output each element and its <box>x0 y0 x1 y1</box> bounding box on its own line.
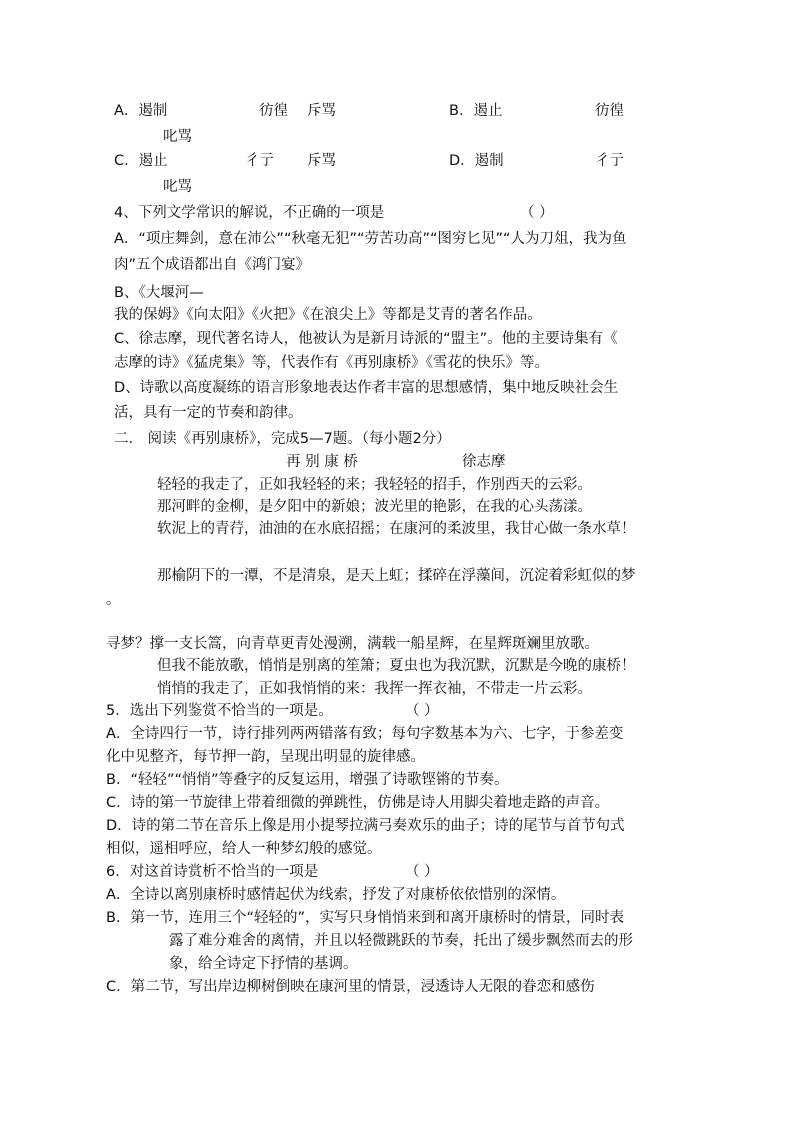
q3-option-a-word3: 斥骂 <box>307 103 336 119</box>
poem-stanza-line: 寻梦？撑一支长篙，向青草更青处漫溯，满载一船星辉，在星辉斑斓里放歌。 <box>106 636 599 652</box>
q3-option-c-word2: 彳亍 <box>245 153 274 169</box>
q5-option-c: C．诗的第一节旋律上带着细微的弹跳性，仿佛是诗人用脚尖着地走路的声音。 <box>106 795 610 811</box>
q4-option-c-line2: 志摩的诗》《猛虎集》等，代表作有《再别康桥》《雪花的快乐》等。 <box>114 355 549 371</box>
q5-stem: 5．选出下列鉴赏不恰当的一项是。 <box>106 703 333 719</box>
poem-stanza-line: 软泥上的青荇，油油的在水底招摇；在康河的柔波里，我甘心做一条水草！ <box>157 521 636 537</box>
q4-option-b-line1: B、《大堰河— <box>114 285 204 301</box>
q5-option-d-line2: 相似，遥相呼应，给人一种梦幻般的感觉。 <box>106 841 382 857</box>
q3-option-c-word3: 斥骂 <box>307 153 336 169</box>
poem-title: 再 别 康 桥 <box>286 454 358 470</box>
q6-option-b-line1: B．第一节，连用三个“轻轻的”，实写只身悄悄来到和离开康桥时的情景，同时表 <box>106 910 624 926</box>
poem-stanza-line: 那榆阴下的一潭，不是清泉，是天上虹；揉碎在浮藻间，沉淀着彩虹似的梦 <box>157 568 636 584</box>
q4-option-d-line2: 活，具有一定的节奏和韵律。 <box>114 405 303 421</box>
q6-stem: 6．对这首诗赏析不恰当的一项是 <box>106 864 319 880</box>
poem-stanza-line: 那河畔的金柳，是夕阳中的新娘；波光里的艳影，在我的心头荡漾。 <box>157 499 592 515</box>
q4-option-c-line1: C、徐志摩，现代著名诗人，他被认为是新月诗派的“盟主”。他的主要诗集有《 <box>114 331 618 347</box>
q3-option-b-label: B．遏止 <box>449 103 503 119</box>
q6-option-b-line2: 露了难分难舍的离情，并且以轻微跳跃的节奏，托出了缓步飘然而去的形 <box>169 933 633 949</box>
poem-stanza-line: 但我不能放歌，悄悄是别离的笙箫；夏虫也为我沉默，沉默是今晚的康桥！ <box>157 658 636 674</box>
q4-answer-paren: （ ） <box>520 205 554 221</box>
poem-stanza-line: 悄悄的我走了，正如我悄悄的来：我挥一挥衣袖，不带走一片云彩。 <box>157 681 592 697</box>
q5-option-a-line2: 化中见整齐，每节押一韵，呈现出明显的旋律感。 <box>106 749 425 765</box>
q3-option-d-label: D．遏制 <box>449 153 504 169</box>
q3-option-d-word2: 彳亍 <box>595 153 624 169</box>
q5-option-a-line1: A．全诗四行一节，诗行排列两两错落有致；每句字数基本为六、七字，于参差变 <box>106 726 624 742</box>
q3-option-a-word2: 彷徨 <box>259 103 288 119</box>
q5-answer-paren: （ ） <box>405 703 439 719</box>
q6-answer-paren: （ ） <box>405 864 439 880</box>
poem-author: 徐志摩 <box>462 454 506 470</box>
q3-option-a-label: A．遏制 <box>114 103 168 119</box>
q5-option-d-line1: D．诗的第二节在音乐上像是用小提琴拉满弓奏欢乐的曲子；诗的尾节与首节句式 <box>106 818 625 834</box>
section2-heading: 二． 阅读《再别康桥》，完成5—7题。（每小题2分） <box>114 431 451 447</box>
poem-stanza-line-end: 。 <box>106 592 121 608</box>
q4-option-b-line2: 我的保姆》《向太阳》《火把》《在浪尖上》等都是艾青的著名作品。 <box>114 307 542 323</box>
q4-option-d-line1: D、诗歌以高度凝练的语言形象地表达作者丰富的思想感情，集中地反映社会生 <box>114 380 619 396</box>
q6-option-b-line3: 象，给全诗定下抒情的基调。 <box>169 956 358 972</box>
q3-option-b-word2: 彷徨 <box>595 103 624 119</box>
q3-option-d-continuation: 叱骂 <box>163 179 192 195</box>
q4-stem: 4、下列文学常识的解说，不正确的一项是 <box>114 205 385 221</box>
q4-option-a-line1: A．“项庄舞剑，意在沛公”“秋毫无犯”“劳苦功高”“图穷匕见”“人为刀俎，我为鱼 <box>114 231 627 247</box>
q6-option-c-line1: C．第二节，写出岸边柳树倒映在康河里的情景，浸透诗人无限的眷恋和感伤 <box>106 979 595 995</box>
q5-option-b: B．“轻轻”“悄悄”等叠字的反复运用，增强了诗歌铿锵的节奏。 <box>106 772 509 788</box>
q4-option-a-line2: 肉”五个成语都出自《鸿门宴》 <box>114 257 311 273</box>
q3-option-b-continuation: 叱骂 <box>163 129 192 145</box>
poem-stanza-line: 轻轻的我走了，正如我轻轻的来；我轻轻的招手，作别西天的云彩。 <box>157 477 592 493</box>
q3-option-c-label: C．遏止 <box>114 153 168 169</box>
q6-option-a: A．全诗以离别康桥时感情起伏为线索，抒发了对康桥依依惜别的深情。 <box>106 887 566 903</box>
